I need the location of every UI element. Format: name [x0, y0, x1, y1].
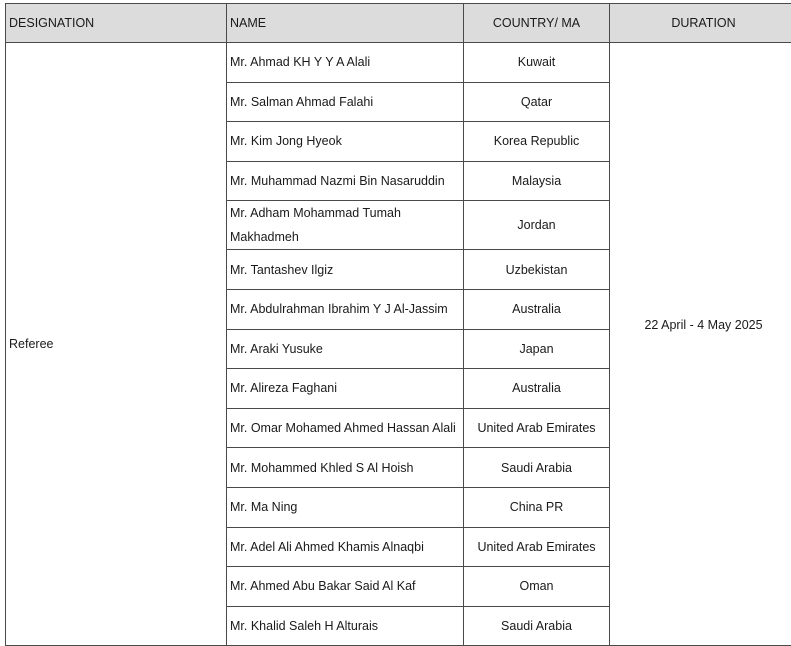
name-cell: Mr. Adel Ali Ahmed Khamis Alnaqbi: [227, 527, 464, 567]
table-row: [6, 43, 791, 83]
name-cell: Mr. Adham Mohammad Tumah Makhadmeh: [227, 201, 464, 250]
header-designation: DESIGNATION: [6, 4, 227, 43]
name-cell: Mr. Tantashev Ilgiz: [227, 250, 464, 290]
country-cell: Malaysia: [464, 161, 610, 201]
referee-table: [5, 3, 791, 646]
header-name: NAME: [227, 4, 464, 43]
name-cell: Mr. Araki Yusuke: [227, 329, 464, 369]
country-cell: Kuwait: [464, 43, 610, 83]
header-duration: DURATION: [610, 4, 791, 43]
name-cell: Mr. Omar Mohamed Ahmed Hassan Alali: [227, 408, 464, 448]
duration-cell: 22 April - 4 May 2025: [610, 43, 791, 646]
country-cell: Japan: [464, 329, 610, 369]
name-cell: Mr. Abdulrahman Ibrahim Y J Al-Jassim: [227, 289, 464, 329]
country-cell: Oman: [464, 567, 610, 607]
name-cell: Mr. Ma Ning: [227, 487, 464, 527]
name-cell: Mr. Ahmed Abu Bakar Said Al Kaf: [227, 567, 464, 607]
country-cell: Saudi Arabia: [464, 606, 610, 646]
country-cell: Qatar: [464, 82, 610, 122]
country-cell: Saudi Arabia: [464, 448, 610, 488]
country-cell: Australia: [464, 369, 610, 409]
name-cell: Mr. Alireza Faghani: [227, 369, 464, 409]
header-country: COUNTRY/ MA: [464, 4, 610, 43]
country-cell: United Arab Emirates: [464, 408, 610, 448]
country-cell: China PR: [464, 487, 610, 527]
designation-cell: Referee: [6, 43, 227, 646]
country-cell: Jordan: [464, 201, 610, 250]
name-cell: Mr. Ahmad KH Y Y A Alali: [227, 43, 464, 83]
country-cell: Korea Republic: [464, 122, 610, 162]
name-cell: Mr. Khalid Saleh H Alturais: [227, 606, 464, 646]
name-cell: Mr. Mohammed Khled S Al Hoish: [227, 448, 464, 488]
country-cell: United Arab Emirates: [464, 527, 610, 567]
country-cell: Australia: [464, 289, 610, 329]
country-cell: Uzbekistan: [464, 250, 610, 290]
name-cell: Mr. Salman Ahmad Falahi: [227, 82, 464, 122]
header-row: [6, 4, 791, 43]
name-cell: Mr. Kim Jong Hyeok: [227, 122, 464, 162]
name-cell: Mr. Muhammad Nazmi Bin Nasaruddin: [227, 161, 464, 201]
